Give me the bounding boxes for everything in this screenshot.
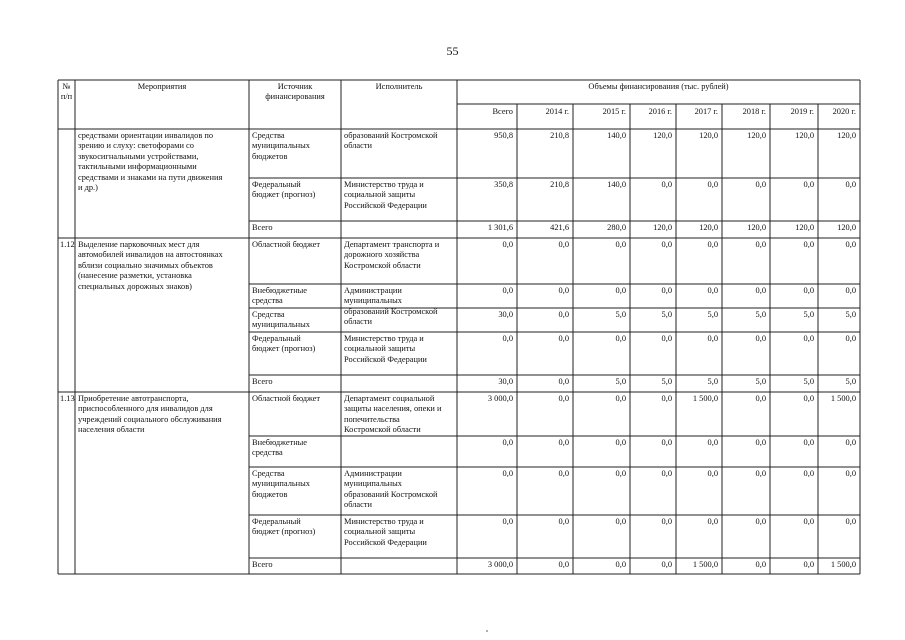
executor-cell: Департамент социальной защиты населения, опеки и попечительства Костромской области (344, 394, 442, 435)
year-value: 120,0 (653, 223, 672, 232)
year-value: 0,0 (615, 560, 626, 569)
total-value: 0,0 (502, 469, 513, 478)
header-source: Источник финансирования (265, 82, 325, 102)
source-cell: Средства муниципальных бюджетов (252, 131, 310, 161)
header-measures: Мероприятия (137, 82, 187, 91)
year-value: 0,0 (558, 310, 569, 319)
row-number: 1.13 (60, 394, 75, 403)
year-value: 5,0 (661, 377, 672, 386)
year-value: 0,0 (803, 469, 814, 478)
year-value: 120,0 (747, 223, 766, 232)
year-value: 0,0 (803, 517, 814, 526)
year-value: 5,0 (707, 377, 718, 386)
executor-cell: Министерство труда и социальной защиты Российской Федерации (344, 517, 427, 547)
year-value: 280,0 (607, 223, 626, 232)
year-value: 0,0 (803, 394, 814, 403)
year-value: 0,0 (661, 438, 672, 447)
year-value: 140,0 (607, 131, 626, 140)
year-value: 5,0 (803, 310, 814, 319)
year-value: 0,0 (558, 240, 569, 249)
year-value: 0,0 (615, 438, 626, 447)
year-value: 0,0 (755, 469, 766, 478)
year-value: 140,0 (607, 180, 626, 189)
year-value: 0,0 (755, 517, 766, 526)
year-value: 421,6 (550, 223, 569, 232)
year-value: 120,0 (747, 131, 766, 140)
executor-cell: Министерство труда и социальной защиты Российской Федерации (344, 180, 427, 210)
year-value: 0,0 (845, 334, 856, 343)
total-value: 0,0 (502, 334, 513, 343)
year-value: 120,0 (699, 131, 718, 140)
header-total: Всего (492, 107, 513, 116)
year-value: 5,0 (803, 377, 814, 386)
year-value: 120,0 (837, 223, 856, 232)
total-value: 3 000,0 (487, 560, 513, 569)
year-value: 0,0 (661, 560, 672, 569)
year-value: 0,0 (755, 560, 766, 569)
year-value: 5,0 (755, 377, 766, 386)
year-value: 0,0 (803, 286, 814, 295)
year-value: 1 500,0 (692, 560, 718, 569)
year-value: 0,0 (755, 438, 766, 447)
year-value: 0,0 (661, 180, 672, 189)
year-value: 0,0 (615, 517, 626, 526)
year-value: 120,0 (837, 131, 856, 140)
year-value: 0,0 (661, 394, 672, 403)
year-value: 0,0 (845, 286, 856, 295)
source-cell: Федеральный бюджет (прогноз) (252, 180, 316, 200)
year-value: 0,0 (707, 438, 718, 447)
year-value: 0,0 (558, 377, 569, 386)
source-cell: Всего (252, 223, 273, 232)
year-value: 210,8 (550, 180, 569, 189)
header-num: № п/п (60, 82, 73, 102)
total-value: 0,0 (502, 240, 513, 249)
year-value: 0,0 (803, 180, 814, 189)
executor-cell: Департамент транспорта и дорожного хозяйства Костромской области (344, 240, 440, 270)
source-cell: Средства муниципальных (252, 310, 310, 330)
year-value: 0,0 (845, 517, 856, 526)
year-value: 0,0 (845, 438, 856, 447)
source-cell: Всего (252, 560, 273, 569)
year-value: 0,0 (558, 469, 569, 478)
source-cell: Областной бюджет (252, 394, 321, 403)
executor-cell: Министерство труда и социальной защиты Российской Федерации (344, 334, 427, 364)
scan-speck (486, 630, 488, 632)
header-year: 2019 г. (790, 107, 814, 116)
total-value: 0,0 (502, 438, 513, 447)
year-value: 0,0 (707, 517, 718, 526)
year-value: 1 500,0 (692, 394, 718, 403)
header-year: 2018 г. (742, 107, 766, 116)
year-value: 0,0 (615, 286, 626, 295)
year-value: 210,8 (550, 131, 569, 140)
year-value: 0,0 (558, 560, 569, 569)
year-value: 5,0 (615, 377, 626, 386)
header-year: 2017 г. (694, 107, 718, 116)
source-cell: Всего (252, 377, 273, 386)
total-value: 0,0 (502, 286, 513, 295)
total-value: 30,0 (498, 377, 513, 386)
year-value: 0,0 (707, 180, 718, 189)
year-value: 0,0 (845, 240, 856, 249)
total-value: 1 301,6 (487, 223, 513, 232)
year-value: 0,0 (615, 394, 626, 403)
year-value: 5,0 (845, 377, 856, 386)
total-value: 950,8 (494, 131, 513, 140)
header-year: 2014 г. (545, 107, 569, 116)
source-cell: Федеральный бюджет (прогноз) (252, 517, 316, 537)
row-number: 1.12 (60, 240, 75, 249)
year-value: 5,0 (707, 310, 718, 319)
year-value: 0,0 (755, 334, 766, 343)
header-year: 2016 г. (648, 107, 672, 116)
year-value: 0,0 (707, 240, 718, 249)
year-value: 120,0 (653, 131, 672, 140)
executor-cell: образований Костромской области (344, 131, 438, 151)
year-value: 0,0 (615, 334, 626, 343)
year-value: 5,0 (845, 310, 856, 319)
total-value: 350,8 (494, 180, 513, 189)
year-value: 0,0 (755, 394, 766, 403)
year-value: 0,0 (615, 240, 626, 249)
total-value: 3 000,0 (487, 394, 513, 403)
source-cell: Областной бюджет (252, 240, 321, 249)
year-value: 0,0 (755, 240, 766, 249)
year-value: 0,0 (755, 180, 766, 189)
header-year: 2020 г. (832, 107, 856, 116)
year-value: 0,0 (803, 334, 814, 343)
year-value: 0,0 (803, 438, 814, 447)
year-value: 120,0 (795, 223, 814, 232)
source-cell: Внебюджетные средства (252, 286, 308, 306)
source-cell: Средства муниципальных бюджетов (252, 469, 310, 499)
year-value: 0,0 (845, 180, 856, 189)
year-value: 1 500,0 (830, 394, 856, 403)
measure-text: средствами ориентации инвалидов по зрению и слуху: светофорами со звукосигнальными устройствами, тактильными информационными средствами и знаками на пути движения и др.) (78, 131, 223, 193)
year-value: 0,0 (661, 334, 672, 343)
year-value: 0,0 (615, 469, 626, 478)
page-number: 55 (446, 44, 459, 58)
year-value: 1 500,0 (830, 560, 856, 569)
header-executor: Исполнитель (375, 82, 423, 91)
year-value: 120,0 (699, 223, 718, 232)
year-value: 0,0 (558, 438, 569, 447)
total-value: 0,0 (502, 517, 513, 526)
year-value: 0,0 (803, 560, 814, 569)
header-funding: Объемы финансирования (тыс. рублей) (588, 82, 729, 91)
year-value: 0,0 (845, 469, 856, 478)
year-value: 0,0 (661, 517, 672, 526)
year-value: 0,0 (661, 469, 672, 478)
header-year: 2015 г. (602, 107, 626, 116)
source-cell: Внебюджетные средства (252, 438, 308, 458)
executor-cell: Администрации муниципальных образований Костромской области (344, 286, 438, 327)
measure-text: Выделение парковочных мест для автомобилей инвалидов на автостоянках вблизи социально значимых объектов (нанесение разметки, установка специальных дорожных знаков) (78, 240, 223, 291)
source-cell: Федеральный бюджет (прогноз) (252, 334, 316, 354)
year-value: 120,0 (795, 131, 814, 140)
year-value: 0,0 (558, 517, 569, 526)
year-value: 0,0 (707, 469, 718, 478)
year-value: 5,0 (661, 310, 672, 319)
year-value: 0,0 (707, 334, 718, 343)
year-value: 0,0 (558, 394, 569, 403)
year-value: 0,0 (558, 286, 569, 295)
year-value: 0,0 (661, 240, 672, 249)
total-value: 30,0 (498, 310, 513, 319)
year-value: 0,0 (558, 334, 569, 343)
year-value: 0,0 (803, 240, 814, 249)
year-value: 5,0 (615, 310, 626, 319)
year-value: 0,0 (707, 286, 718, 295)
year-value: 0,0 (755, 286, 766, 295)
year-value: 0,0 (661, 286, 672, 295)
measure-text: Приобретение автотранспорта, приспособленного для инвалидов для учреждений социального обслуживания населения области (78, 394, 222, 435)
year-value: 5,0 (755, 310, 766, 319)
executor-cell: Администрации муниципальных образований Костромской области (344, 469, 438, 510)
